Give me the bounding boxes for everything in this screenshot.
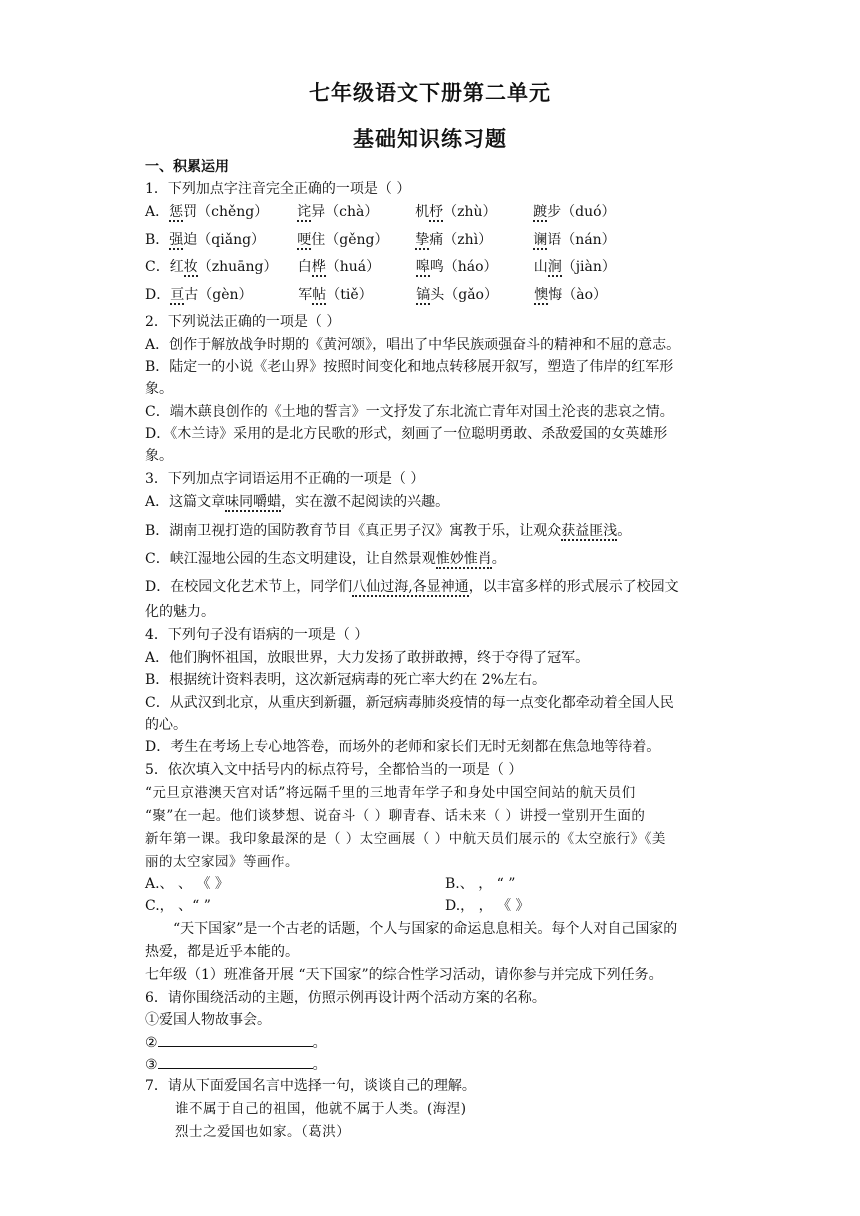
q1-option-label: D． (145, 287, 171, 303)
q2-stem: 2．下列说法正确的一项是（ ） (145, 314, 341, 330)
q5-passage-line3: 新年第一课。我印象最深的是（ ）太空画展（ ）中航天员们展示的《太空旅行》《美 (145, 831, 666, 847)
q3-c-dotted: 惟妙惟肖 (435, 551, 492, 567)
q4-option-c: C．从武汉到北京，从重庆到新疆，新冠病毒肺炎疫情的每一点变化都牵动着全国人民 (145, 695, 674, 711)
q1-word: 红妆（zhuāng） (169, 259, 278, 275)
q1-stem: 1．下列加点字注音完全正确的一项是（ ） (145, 181, 411, 197)
q1-option-label: B． (145, 232, 170, 248)
q2-option-b-cont: 象。 (145, 381, 173, 397)
q5-option-c: C.， 、“ ” (145, 898, 211, 914)
q3-d-dotted: 八仙过海,各显神通 (352, 579, 469, 595)
q6-number-3: ③ (145, 1057, 158, 1073)
q3-c-post: 。 (491, 551, 506, 567)
q1-word: 踱步（duó） (533, 204, 616, 220)
q5-passage-line2: “聚”在一起。他们谈梦想、说奋斗（ ）聊青春、话未来（ ）讲授一堂别开生面的 (145, 808, 646, 824)
q1-word: 白桦（huá） (297, 259, 381, 275)
q1-word: 军帖（tiě） (298, 287, 373, 303)
q5-passage-line4: 丽的太空家园》等画作。 (145, 854, 299, 870)
intro-paragraph-line2: 热爱，都是近乎本能的。 (145, 944, 299, 960)
answer-blank[interactable] (158, 1034, 313, 1047)
intro-paragraph-line3: 七年级（1）班准备开展 “天下国家”的综合性学习活动，请你参与并完成下列任务。 (145, 967, 663, 983)
q5-passage-line1: “元旦京港澳天宫对话”将远隔千里的三地青年学子和身处中国空间站的航天员们 (145, 785, 636, 801)
q1-option-b (145, 232, 633, 248)
q3-d-post: ，以丰富多样的形式展示了校园文 (468, 579, 679, 595)
q3-option-d-cont: 化的魅力。 (145, 604, 215, 620)
q5-option-b: B.、 ， “ ” (445, 876, 516, 892)
q2-option-a: A．创作于解放战争时期的《黄河颂》，唱出了中华民族顽强奋斗的精神和不屈的意志。 (145, 337, 681, 353)
q1-option-d (145, 287, 634, 303)
q1-option-label: C． (145, 259, 170, 275)
q4-option-a: A．他们胸怀祖国，放眼世界，大力发扬了敢拼敢搏，终于夺得了冠军。 (145, 650, 590, 666)
doc-subtitle: 基础知识练习题 (353, 127, 507, 151)
answer-blank[interactable] (158, 1056, 313, 1069)
q6-example: ①爱国人物故事会。 (145, 1012, 271, 1028)
q3-a-pre: A．这篇文章 (145, 494, 226, 510)
q2-option-b: B．陆定一的小说《老山界》按照时间变化和地点转移展开叙写，塑造了伟岸的红军形 (145, 359, 674, 375)
q1-word: 挚痛（zhì） (415, 232, 493, 248)
q3-option-a (145, 494, 449, 510)
q7-quote-2: 烈士之爱国也如家。（葛洪） (175, 1124, 351, 1140)
q2-option-c: C．端木蕻良创作的《土地的誓言》一文抒发了东北流亡青年对国土沦丧的悲哀之情。 (145, 404, 674, 420)
q4-stem: 4．下列句子没有语病的一项是（ ） (145, 627, 369, 643)
q3-option-b (145, 523, 631, 539)
section-heading: 一、积累运用 (145, 159, 229, 175)
q1-word: 谰语（nán） (533, 232, 616, 248)
q1-word: 机杼（zhù） (415, 204, 497, 220)
q2-option-d-cont: 象。 (145, 448, 173, 464)
q4-option-b: B．根据统计资料表明，这次新冠病毒的死亡率大约在 2%左右。 (145, 672, 546, 688)
q1-word: 山涧（jiàn） (533, 259, 616, 275)
q1-option-a (145, 204, 633, 220)
q1-word: 嗥鸣（háo） (415, 259, 498, 275)
q3-stem: 3．下列加点字词语运用不正确的一项是（ ） (145, 471, 425, 487)
q1-word: 懊悔（ào） (534, 287, 608, 303)
q6-blank-3[interactable] (145, 1056, 327, 1073)
q3-b-pre: B．湖南卫视打造的国防教育节目《真正男子汉》寓教于乐，让观众 (145, 523, 562, 539)
q3-b-dotted: 获益匪浅 (561, 523, 618, 539)
q1-word: 诧异（chà） (297, 204, 379, 220)
q5-option-d: D.， ， 《 》 (445, 898, 530, 914)
q1-option-label: A． (145, 204, 170, 220)
q3-a-dotted: 味同嚼蜡 (225, 494, 282, 510)
q3-a-post: ，实在激不起阅读的兴趣。 (281, 494, 450, 510)
q3-c-pre: C．峡江湿地公园的生态文明建设，让自然景观 (145, 551, 436, 567)
q6-stem: 6．请你围绕活动的主题，仿照示例再设计两个活动方案的名称。 (145, 990, 546, 1006)
q3-b-post: 。 (617, 523, 632, 539)
q3-option-c (145, 551, 506, 567)
q4-option-c-cont: 的心。 (145, 717, 187, 733)
q1-word: 镐头（gǎo） (416, 287, 498, 303)
q5-option-a: A.、 、 《 》 (145, 876, 229, 892)
q5-stem: 5．依次填入文中括号内的标点符号，全都恰当的一项是（ ） (145, 762, 523, 778)
q1-option-c (145, 259, 634, 275)
q6-period-3: 。 (312, 1057, 327, 1073)
q7-quote-1: 谁不属于自己的祖国，他就不属于人类。(海涅) (175, 1101, 467, 1117)
q3-d-pre: D．在校园文化艺术节上，同学们 (145, 579, 353, 595)
q1-word: 哽住（gěng） (297, 232, 389, 248)
q6-period-2: 。 (312, 1035, 327, 1051)
q6-blank-2[interactable] (145, 1034, 327, 1051)
q1-word: 惩罚（chěng） (169, 204, 269, 220)
q6-number-2: ② (145, 1035, 158, 1051)
doc-title: 七年级语文下册第二单元 (309, 81, 551, 105)
intro-paragraph-line1: “天下国家”是一个古老的话题，个人与国家的命运息息相关。每个人对自己国家的 (173, 921, 678, 937)
q1-word: 强迫（qiǎng） (169, 232, 266, 248)
q2-option-d: D．《木兰诗》采用的是北方民歌的形式，刻画了一位聪明勇敢、杀敌爱国的女英雄形 (145, 426, 668, 442)
q7-stem: 7．请从下面爱国名言中选择一句，谈谈自己的理解。 (145, 1078, 476, 1094)
q3-option-d (145, 579, 679, 595)
q4-option-d: D．考生在考场上专心地答卷，而场外的老师和家长们无时无刻都在焦急地等待着。 (145, 739, 661, 755)
q1-word: 亘古（gèn） (170, 287, 253, 303)
